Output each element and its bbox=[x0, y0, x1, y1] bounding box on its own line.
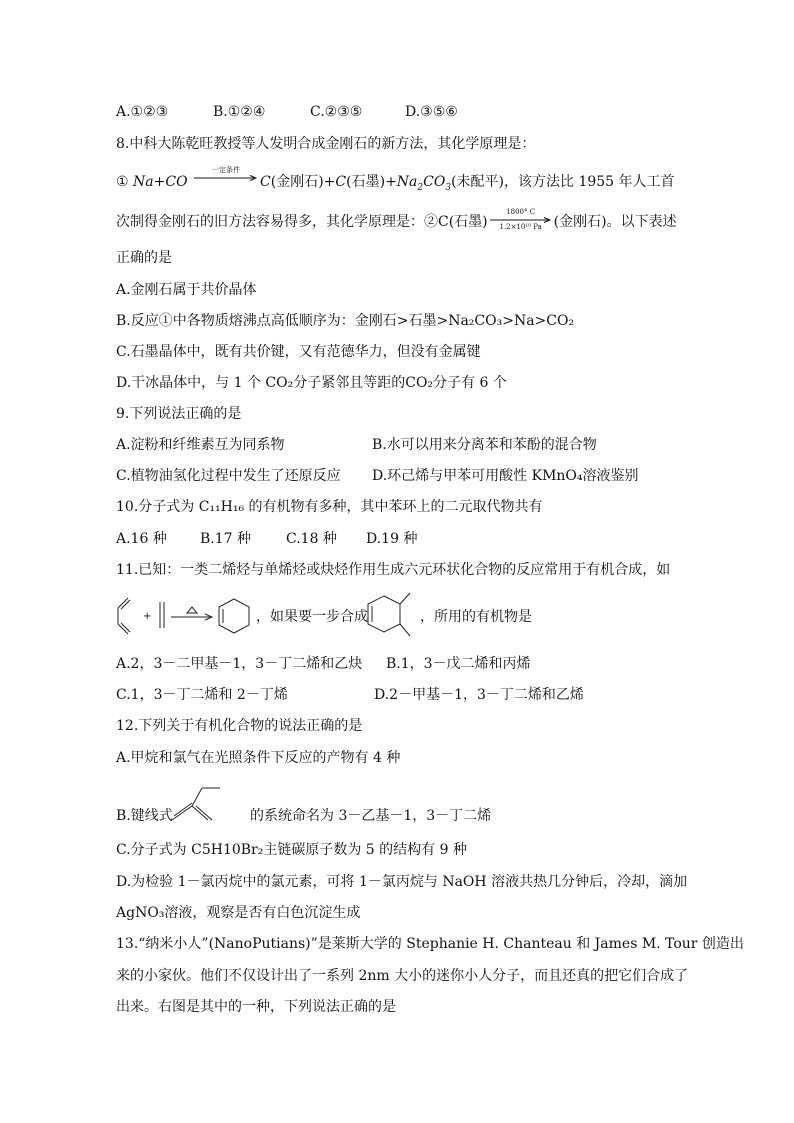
q7-options bbox=[116, 102, 458, 122]
eq1-diamond: (金刚石) bbox=[270, 174, 324, 190]
q9-stem: 9.下列说法正确的是 bbox=[116, 406, 242, 422]
q10-options bbox=[116, 529, 417, 549]
q11-mid: ，如果要一步合成 bbox=[256, 609, 368, 625]
q12-stem: 12.下列关于有机化合物的说法正确的是 bbox=[116, 718, 363, 734]
q8-option-b[interactable]: B.反应①中各物质熔沸点高低顺序为：金刚石>石墨>Na₂CO₃>Na>CO₂ bbox=[116, 313, 575, 329]
q8-line3: 正确的是 bbox=[116, 250, 172, 266]
q10-option-d[interactable]: D.19 种 bbox=[366, 531, 418, 547]
eq1-c1: C bbox=[260, 174, 271, 190]
q11-option-c[interactable]: C.1，3－丁二烯和 2－丁烯 bbox=[116, 687, 288, 703]
q9-row1 bbox=[116, 435, 597, 455]
eq1-graphite: (石墨) bbox=[346, 174, 386, 190]
eq1-na2: Na bbox=[396, 174, 418, 190]
eq1-plus: + bbox=[153, 174, 166, 190]
q7-option-d[interactable]: D.③⑤⑥ bbox=[405, 104, 458, 120]
eq1-plus2: + bbox=[323, 174, 336, 190]
q12-option-b-head[interactable]: B.键线式 bbox=[116, 808, 173, 824]
eq1-arrow bbox=[194, 166, 258, 190]
eq1-sub2: 2 bbox=[417, 182, 424, 193]
q13-line2: 来的小家伙。他们不仅设计出了一系列 2nm 大小的迷你小人分子，而且还真的把它们合成了 bbox=[116, 968, 689, 984]
q7-option-a[interactable]: A.①②③ bbox=[116, 104, 169, 120]
q7-option-b[interactable]: B.①②④ bbox=[213, 104, 266, 120]
q7-option-c[interactable]: C.②③⑤ bbox=[310, 104, 363, 120]
q12-option-d-line1[interactable]: D.为检验 1－氯丙烷中的氯元素，可将 1－氯丙烷与 NaOH 溶液共热几分钟后，冷却，滴加 bbox=[116, 874, 688, 890]
q9-row2 bbox=[116, 466, 639, 486]
butadiene-structure-icon bbox=[114, 596, 132, 636]
q10-option-c[interactable]: C.18 种 bbox=[286, 531, 337, 547]
eq1-condition: 一定条件 bbox=[212, 166, 241, 174]
q12-option-d-line2: AgNO₃溶液，观察是否有白色沉淀生成 bbox=[116, 905, 361, 921]
q10-option-a[interactable]: A.16 种 bbox=[116, 531, 167, 547]
eq1-co3: CO bbox=[423, 174, 446, 190]
q10-option-b[interactable]: B.17 种 bbox=[200, 531, 252, 547]
ethyl-butadiene-skeletal-icon bbox=[170, 782, 250, 824]
dimethylcyclohexene-structure-icon bbox=[362, 588, 422, 644]
eq1-tail: (未配平)，该方法比 1955 年人工首 bbox=[451, 174, 675, 190]
q8-option-a[interactable]: A.金刚石属于共价晶体 bbox=[116, 282, 257, 298]
q8-line2 bbox=[116, 210, 677, 234]
q8-line2-head: 次制得金刚石的旧方法容易得多，其化学原理是：②C(石墨) bbox=[116, 214, 488, 230]
q13-line1: 13.“纳米小人”(NanoPutians)”是莱斯大学的 Stephanie H. Chanteau 和 James M. Tour 创造出 bbox=[116, 936, 744, 952]
eq2-arrow bbox=[490, 208, 552, 232]
eq2-condition-bottom: 1.2×10¹⁰ Pa bbox=[499, 223, 542, 231]
eq1-sub3: 3 bbox=[445, 182, 452, 193]
q11-option-b[interactable]: B.1，3－戊二烯和丙烯 bbox=[386, 656, 531, 672]
q9-option-d[interactable]: D.环己烯与甲苯可用酸性 KMnO₄溶液鉴别 bbox=[372, 468, 639, 484]
q12-option-c[interactable]: C.分子式为 C5H10Br₂主链碳原子数为 5 的结构有 9 种 bbox=[116, 842, 467, 858]
eq1-plus3: + bbox=[385, 174, 397, 190]
eq2-condition-top: 1800° C bbox=[506, 208, 536, 216]
q8-option-c[interactable]: C.石墨晶体中，既有共价键，又有范德华力，但没有金属键 bbox=[116, 344, 481, 360]
q8-option-d[interactable]: D.干冰晶体中，与 1 个 CO₂分子紧邻且等距的CO₂分子有 6 个 bbox=[116, 375, 507, 391]
eq1-na: Na bbox=[133, 174, 154, 190]
q8-equation-1 bbox=[116, 166, 675, 194]
q11-stem: 11.已知：一类二烯烃与单烯烃或炔烃作用生成六元环状化合物的反应常用于有机合成，如 bbox=[116, 562, 671, 578]
ethylene-structure-icon bbox=[158, 600, 166, 630]
q11-option-d[interactable]: D.2－甲基－1，3－丁二烯和乙烯 bbox=[374, 687, 584, 703]
q11-tail: ，所用的有机物是 bbox=[420, 609, 532, 625]
q8-line2-tail: (金刚石)。以下表述 bbox=[553, 214, 677, 230]
q12-option-a[interactable]: A.甲烷和氯气在光照条件下反应的产物有 4 种 bbox=[116, 750, 401, 766]
q11-row1 bbox=[116, 654, 531, 674]
q11-plus: + bbox=[143, 611, 152, 622]
eq1-c2: C bbox=[335, 174, 347, 190]
q9-option-b[interactable]: B.水可以用来分离苯和苯酚的混合物 bbox=[372, 437, 597, 453]
q9-option-a[interactable]: A.淀粉和纤维素互为同系物 bbox=[116, 437, 285, 453]
cyclohexene-structure-icon bbox=[214, 596, 254, 636]
q11-option-a[interactable]: A.2，3－二甲基－1，3－丁二烯和乙炔 bbox=[116, 656, 363, 672]
heat-arrow-icon bbox=[170, 604, 214, 624]
q11-row2 bbox=[116, 685, 584, 705]
q8-stem: 8.中科大陈乾旺教授等人发明合成金刚石的新方法，其化学原理是： bbox=[116, 136, 536, 152]
q9-option-c[interactable]: C.植物油氢化过程中发生了还原反应 bbox=[116, 468, 341, 484]
eq1-co: CO bbox=[165, 174, 188, 190]
q13-line3: 出来。右图是其中的一种，下列说法正确的是 bbox=[116, 999, 396, 1015]
q10-stem: 10.分子式为 C₁₁H₁₆ 的有机物有多种，其中苯环上的二元取代物共有 bbox=[116, 499, 543, 515]
q12-option-b-tail: 的系统命名为 3－乙基－1，3－丁二烯 bbox=[250, 808, 492, 824]
eq1-number: ① bbox=[116, 174, 129, 190]
